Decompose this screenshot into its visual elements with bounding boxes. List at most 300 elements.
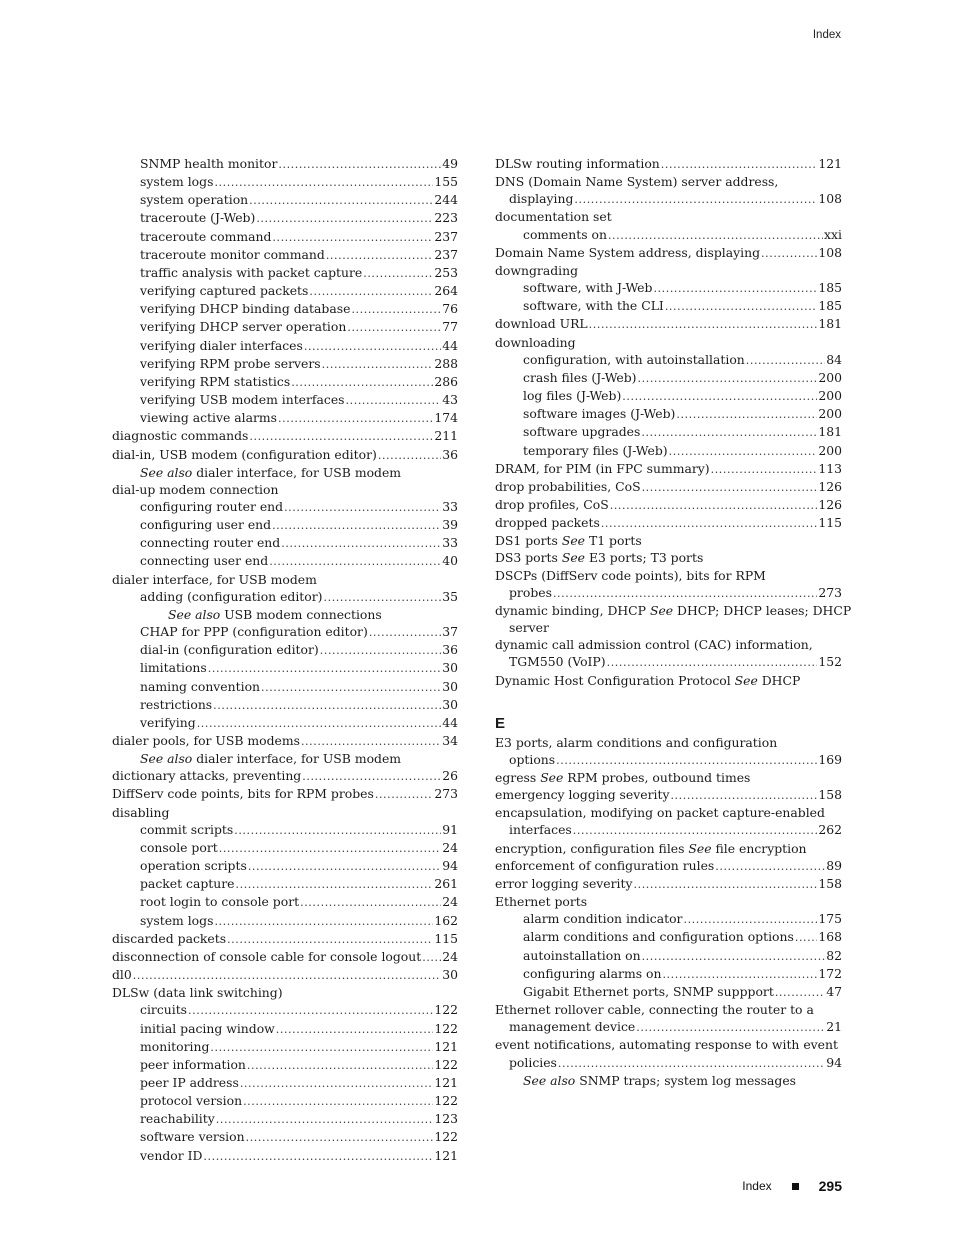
page-ref: 94 bbox=[826, 1054, 842, 1070]
dot-leader bbox=[236, 875, 434, 893]
see-target: DHCP bbox=[757, 672, 801, 688]
entry-text-continued: displaying bbox=[509, 191, 574, 207]
entry-line bbox=[495, 840, 842, 857]
entry-line bbox=[140, 498, 458, 516]
index-entry bbox=[112, 155, 458, 173]
index-entry bbox=[112, 714, 458, 732]
index-entry bbox=[495, 532, 842, 549]
page-ref: 237 bbox=[434, 246, 458, 262]
page-ref: 175 bbox=[818, 911, 842, 927]
entry-text: dial-in (configuration editor) bbox=[140, 642, 319, 658]
index-entry bbox=[112, 264, 458, 282]
entry-line bbox=[495, 857, 842, 875]
entry-text: root login to console port bbox=[140, 894, 300, 910]
entry-text: protocol version bbox=[140, 1093, 243, 1109]
entry-line bbox=[523, 226, 842, 244]
index-entry bbox=[112, 355, 458, 373]
index-entry bbox=[495, 496, 842, 514]
page-ref: 288 bbox=[434, 355, 458, 371]
index-entry bbox=[112, 552, 458, 570]
dot-leader bbox=[608, 226, 823, 244]
entry-line bbox=[112, 767, 458, 785]
entry-text: crash files (J-Web) bbox=[523, 369, 637, 385]
page-ref: 168 bbox=[818, 929, 842, 945]
entry-line bbox=[140, 1128, 458, 1146]
index-entry bbox=[112, 1074, 458, 1092]
dot-leader bbox=[556, 751, 817, 769]
see-target: file encryption bbox=[711, 840, 807, 856]
page-ref: 84 bbox=[826, 351, 842, 367]
entry-line-continued: server bbox=[509, 620, 549, 636]
page-ref: 244 bbox=[434, 192, 458, 208]
entry-text: system logs bbox=[140, 174, 214, 190]
index-entry bbox=[112, 767, 458, 785]
entry-text: restrictions bbox=[140, 696, 213, 712]
index-entry bbox=[495, 840, 842, 857]
page-ref: 174 bbox=[434, 410, 458, 426]
page-ref: xxi bbox=[824, 226, 842, 242]
dot-leader bbox=[634, 875, 818, 893]
entry-line bbox=[523, 983, 842, 1001]
entry-text: encryption, configuration files bbox=[495, 840, 689, 856]
entry-line-continued bbox=[495, 584, 842, 602]
entry-text: configuring router end bbox=[140, 498, 284, 514]
entry-line bbox=[140, 337, 458, 355]
dot-leader bbox=[326, 246, 434, 264]
entry-line bbox=[523, 965, 842, 983]
entry-line bbox=[495, 244, 842, 262]
dot-leader bbox=[422, 948, 441, 966]
page-ref: 37 bbox=[442, 624, 458, 640]
entry-text: disabling bbox=[112, 804, 170, 820]
page-ref: 21 bbox=[826, 1019, 842, 1035]
entry-text: verifying bbox=[140, 714, 196, 730]
page-ref: 44 bbox=[442, 337, 458, 353]
dot-leader bbox=[795, 928, 817, 946]
entry-line-continued bbox=[495, 190, 842, 208]
entry-line bbox=[140, 1147, 458, 1165]
dot-leader bbox=[642, 478, 818, 496]
dot-leader bbox=[683, 910, 817, 928]
index-entry bbox=[112, 930, 458, 948]
page-ref: 253 bbox=[434, 264, 458, 280]
entry-text: drop probabilities, CoS bbox=[495, 478, 641, 494]
index-entry bbox=[495, 514, 842, 532]
index-entry bbox=[112, 588, 458, 606]
index-entry bbox=[112, 318, 458, 336]
entry-text: adding (configuration editor) bbox=[140, 588, 323, 604]
dot-leader bbox=[574, 190, 817, 208]
page-ref: 126 bbox=[818, 496, 842, 512]
index-entry bbox=[495, 567, 842, 602]
page-ref: 39 bbox=[442, 517, 458, 533]
dot-leader bbox=[638, 369, 818, 387]
entry-line bbox=[140, 893, 458, 911]
entry-line bbox=[140, 516, 458, 534]
entry-text: initial pacing window bbox=[140, 1020, 275, 1036]
entry-line bbox=[140, 209, 458, 227]
index-column-right bbox=[495, 155, 852, 1089]
index-entry bbox=[112, 516, 458, 534]
entry-text: egress bbox=[495, 770, 541, 785]
index-entry bbox=[112, 209, 458, 227]
page-ref: 35 bbox=[442, 588, 458, 604]
dot-leader bbox=[302, 767, 441, 785]
page-ref: 237 bbox=[434, 228, 458, 244]
entry-line bbox=[523, 297, 842, 315]
entry-line bbox=[523, 947, 842, 965]
index-entry bbox=[495, 351, 842, 369]
entry-text: DSCPs (DiffServ code points), bits for RPM bbox=[495, 567, 766, 583]
entry-line bbox=[140, 1074, 458, 1092]
page-ref: 115 bbox=[434, 930, 458, 946]
index-entry bbox=[112, 785, 458, 803]
page-ref: 122 bbox=[434, 1002, 458, 1018]
dot-leader bbox=[711, 460, 818, 478]
dot-leader bbox=[351, 300, 441, 318]
entry-text: DRAM, for PIM (in FPC summary) bbox=[495, 460, 710, 476]
entry-text: dialer interface, for USB modem bbox=[192, 464, 402, 480]
page-ref: 121 bbox=[434, 1147, 458, 1163]
entry-line bbox=[523, 351, 842, 369]
page-ref: 89 bbox=[826, 857, 842, 873]
page-ref: 162 bbox=[434, 912, 458, 928]
entry-text: verifying RPM statistics bbox=[140, 373, 291, 389]
entry-text: software upgrades bbox=[523, 424, 641, 440]
entry-text-continued: policies bbox=[509, 1054, 557, 1070]
page-ref: 121 bbox=[434, 1038, 458, 1054]
index-entry bbox=[112, 300, 458, 318]
entry-text: DLSw routing information bbox=[495, 156, 660, 171]
page-ref: 82 bbox=[826, 947, 842, 963]
entry-text: traffic analysis with packet capture bbox=[140, 264, 363, 280]
entry-text: Ethernet ports bbox=[495, 894, 588, 910]
page-ref: 24 bbox=[442, 948, 458, 964]
entry-line bbox=[523, 405, 842, 423]
entry-line bbox=[140, 659, 458, 677]
entry-text: Gigabit Ethernet ports, SNMP suppport bbox=[523, 983, 774, 999]
index-entry bbox=[495, 910, 842, 928]
entry-text-continued: TGM550 (VoIP) bbox=[509, 654, 606, 670]
dot-leader bbox=[219, 839, 441, 857]
index-entry bbox=[495, 442, 842, 460]
entry-text: documentation set bbox=[495, 209, 612, 225]
page-ref: 181 bbox=[818, 316, 842, 332]
entry-line bbox=[140, 264, 458, 282]
page-ref: 30 bbox=[442, 678, 458, 694]
page-ref: 223 bbox=[434, 210, 458, 226]
dot-leader bbox=[636, 1018, 825, 1036]
dot-leader bbox=[208, 659, 441, 677]
index-entry bbox=[112, 857, 458, 875]
entry-line bbox=[112, 984, 458, 1001]
index-entry bbox=[112, 534, 458, 552]
entry-text: USB modem connections bbox=[220, 606, 382, 622]
dot-leader bbox=[243, 1092, 433, 1110]
index-entry bbox=[112, 427, 458, 445]
page-ref: 169 bbox=[818, 751, 842, 767]
index-entry bbox=[495, 769, 842, 786]
page-ref: 126 bbox=[818, 478, 842, 494]
entry-text: CHAP for PPP (configuration editor) bbox=[140, 624, 368, 640]
index-entry bbox=[112, 1110, 458, 1128]
page-ref: 123 bbox=[434, 1111, 458, 1127]
page-ref: 264 bbox=[434, 283, 458, 299]
entry-text: dropped packets bbox=[495, 515, 600, 531]
footer-square-icon bbox=[792, 1183, 799, 1190]
entry-line bbox=[140, 1020, 458, 1038]
dot-leader bbox=[256, 209, 433, 227]
index-entry bbox=[495, 405, 842, 423]
entry-text: dialer pools, for USB modems bbox=[112, 733, 300, 748]
index-entry bbox=[112, 1001, 458, 1019]
page-ref: 200 bbox=[818, 442, 842, 458]
dot-leader bbox=[197, 714, 442, 732]
entry-text: SNMP traps; system log messages bbox=[575, 1072, 797, 1088]
entry-line bbox=[495, 1036, 842, 1053]
index-entry bbox=[112, 659, 458, 677]
dot-leader bbox=[214, 912, 433, 930]
see-target: T1 ports bbox=[585, 533, 642, 549]
index-entry bbox=[495, 1001, 842, 1036]
index-entry bbox=[495, 226, 842, 244]
index-entry bbox=[112, 678, 458, 696]
page-ref: 33 bbox=[442, 535, 458, 551]
page-ref: 273 bbox=[818, 584, 842, 600]
entry-line bbox=[140, 191, 458, 209]
index-entry bbox=[112, 732, 458, 750]
index-entry bbox=[495, 334, 842, 351]
index-entry bbox=[112, 606, 458, 623]
index-letter-heading: E bbox=[495, 714, 506, 732]
entry-text: verifying RPM probe servers bbox=[140, 355, 321, 371]
entry-text: monitoring bbox=[140, 1038, 210, 1054]
entry-text: dl0 bbox=[112, 967, 132, 983]
dot-leader bbox=[553, 584, 817, 602]
entry-line bbox=[495, 532, 842, 549]
entry-line bbox=[523, 279, 842, 297]
dot-leader bbox=[610, 496, 818, 514]
dot-leader bbox=[234, 821, 441, 839]
entry-text: dialer interface, for USB modem bbox=[112, 571, 317, 587]
entry-text: system operation bbox=[140, 192, 249, 208]
dot-leader bbox=[378, 446, 441, 464]
entry-line bbox=[140, 373, 458, 391]
dot-leader bbox=[601, 514, 818, 532]
page-ref: 158 bbox=[818, 875, 842, 891]
see-label: See bbox=[649, 602, 674, 618]
entry-text: download URL bbox=[495, 316, 588, 332]
dot-leader bbox=[261, 678, 441, 696]
entry-line bbox=[523, 387, 842, 405]
index-entry bbox=[112, 966, 458, 984]
entry-line bbox=[140, 1110, 458, 1128]
index-entry bbox=[112, 337, 458, 355]
entry-text: alarm conditions and configuration options bbox=[523, 929, 794, 945]
entry-line bbox=[495, 334, 842, 351]
entry-text: discarded packets bbox=[112, 930, 227, 946]
entry-line bbox=[140, 750, 458, 767]
page-ref: 24 bbox=[442, 894, 458, 910]
dot-leader bbox=[607, 653, 818, 671]
see-also-label: See also bbox=[140, 751, 193, 767]
dot-leader bbox=[363, 264, 433, 282]
entry-line bbox=[140, 534, 458, 552]
dot-leader bbox=[301, 732, 441, 750]
page-ref: 155 bbox=[434, 174, 458, 190]
index-entry bbox=[112, 1092, 458, 1110]
entry-line bbox=[168, 606, 458, 623]
entry-text: dynamic binding, DHCP bbox=[495, 602, 650, 618]
entry-text: error logging severity bbox=[495, 875, 633, 891]
entry-text: dial-in, USB modem (configuration editor) bbox=[112, 446, 377, 462]
entry-line-continued bbox=[495, 821, 842, 839]
entry-text: verifying dialer interfaces bbox=[140, 337, 303, 353]
entry-line bbox=[495, 173, 842, 190]
index-entry bbox=[112, 875, 458, 893]
index-entry bbox=[495, 734, 842, 769]
index-entry bbox=[112, 1020, 458, 1038]
index-entry bbox=[112, 228, 458, 246]
index-entry bbox=[495, 279, 842, 297]
entry-line bbox=[112, 427, 458, 445]
dot-leader bbox=[761, 244, 817, 262]
entry-line bbox=[495, 804, 842, 821]
page-ref: 273 bbox=[434, 786, 458, 802]
page-ref: 76 bbox=[442, 301, 458, 317]
entry-line bbox=[140, 714, 458, 732]
entry-line bbox=[140, 464, 458, 481]
page-ref: 30 bbox=[442, 660, 458, 676]
dot-leader bbox=[278, 155, 441, 173]
index-column-left bbox=[112, 155, 458, 1165]
entry-text: DNS (Domain Name System) server address, bbox=[495, 174, 779, 190]
entry-text: connecting user end bbox=[140, 553, 269, 569]
index-entry bbox=[112, 641, 458, 659]
dot-leader bbox=[622, 387, 817, 405]
index-entry bbox=[495, 155, 842, 173]
entry-line bbox=[140, 246, 458, 264]
entry-line bbox=[112, 804, 458, 821]
index-entry bbox=[495, 478, 842, 496]
index-entry bbox=[112, 984, 458, 1001]
page-ref: 113 bbox=[818, 460, 842, 476]
index-entry bbox=[112, 839, 458, 857]
page-ref: 94 bbox=[442, 858, 458, 874]
entry-line bbox=[495, 514, 842, 532]
dot-leader bbox=[676, 405, 817, 423]
entry-text: limitations bbox=[140, 660, 207, 676]
entry-line-continued bbox=[495, 1054, 842, 1072]
index-entry bbox=[495, 983, 842, 1001]
dot-leader bbox=[249, 427, 433, 445]
entry-line bbox=[140, 355, 458, 373]
see-label: See bbox=[561, 533, 585, 549]
index-entry bbox=[112, 391, 458, 409]
dot-leader bbox=[213, 696, 441, 714]
index-entry bbox=[495, 297, 842, 315]
index-entry bbox=[112, 1128, 458, 1146]
see-also-label: See also bbox=[168, 606, 221, 622]
index-entry bbox=[495, 804, 842, 839]
entry-line bbox=[140, 173, 458, 191]
see-also-label: See also bbox=[523, 1072, 576, 1088]
entry-text: circuits bbox=[140, 1002, 188, 1018]
entry-text: traceroute command bbox=[140, 228, 272, 244]
entry-text-continued: interfaces bbox=[509, 822, 572, 838]
entry-text-continued: probes bbox=[509, 584, 552, 600]
entry-text: vendor ID bbox=[140, 1147, 203, 1163]
entry-line bbox=[495, 478, 842, 496]
page-ref: 121 bbox=[818, 156, 842, 171]
page-ref: 77 bbox=[442, 319, 458, 335]
index-entry bbox=[495, 369, 842, 387]
entry-text: DS1 ports bbox=[495, 533, 562, 549]
entry-line bbox=[140, 409, 458, 427]
entry-text: log files (J-Web) bbox=[523, 388, 622, 404]
dot-leader bbox=[347, 318, 441, 336]
page-ref: 49 bbox=[442, 156, 458, 171]
index-entry bbox=[112, 191, 458, 209]
dot-leader bbox=[246, 1128, 434, 1146]
index-entry bbox=[495, 208, 842, 225]
see-target: DHCP; DHCP leases; DHCP bbox=[673, 602, 852, 618]
index-entry bbox=[112, 1056, 458, 1074]
entry-text: SNMP health monitor bbox=[140, 156, 278, 171]
index-entry bbox=[112, 246, 458, 264]
page-ref: 122 bbox=[434, 1056, 458, 1072]
entry-line bbox=[495, 672, 842, 689]
entry-line bbox=[140, 696, 458, 714]
dot-leader bbox=[247, 1056, 433, 1074]
page-ref: 108 bbox=[818, 244, 842, 260]
page-footer bbox=[742, 1178, 842, 1194]
index-entry bbox=[495, 602, 852, 636]
page-ref: 30 bbox=[442, 696, 458, 712]
page-ref: 47 bbox=[826, 983, 842, 999]
entry-text: packet capture bbox=[140, 876, 235, 892]
entry-line bbox=[495, 496, 842, 514]
page-ref: 91 bbox=[442, 821, 458, 837]
entry-line bbox=[523, 910, 842, 928]
entry-text-continued: management device bbox=[509, 1019, 636, 1035]
entry-text: Ethernet rollover cable, connecting the router to a bbox=[495, 1002, 814, 1018]
entry-text: DLSw (data link switching) bbox=[112, 985, 283, 1001]
index-entry bbox=[112, 623, 458, 641]
see-label: See bbox=[540, 770, 564, 785]
entry-text: enforcement of configuration rules bbox=[495, 857, 715, 873]
page-ref: 158 bbox=[818, 787, 842, 803]
entry-line bbox=[140, 623, 458, 641]
entry-line bbox=[112, 571, 458, 588]
entry-line bbox=[495, 875, 842, 893]
index-entry bbox=[495, 672, 842, 689]
entry-text: configuring alarms on bbox=[523, 965, 662, 981]
entry-text: alarm condition indicator bbox=[523, 911, 683, 927]
entry-line bbox=[495, 602, 852, 619]
page-number: 295 bbox=[818, 1178, 842, 1194]
index-entry bbox=[495, 893, 842, 910]
page-ref: 185 bbox=[818, 298, 842, 314]
dot-leader bbox=[276, 1020, 434, 1038]
entry-line bbox=[112, 948, 458, 966]
entry-text: autoinstallation on bbox=[523, 947, 641, 963]
index-entry bbox=[112, 821, 458, 839]
page-ref: 122 bbox=[434, 1129, 458, 1145]
entry-text: connecting router end bbox=[140, 535, 281, 551]
page-ref: 172 bbox=[818, 965, 842, 981]
entry-text-continued: options bbox=[509, 751, 556, 767]
